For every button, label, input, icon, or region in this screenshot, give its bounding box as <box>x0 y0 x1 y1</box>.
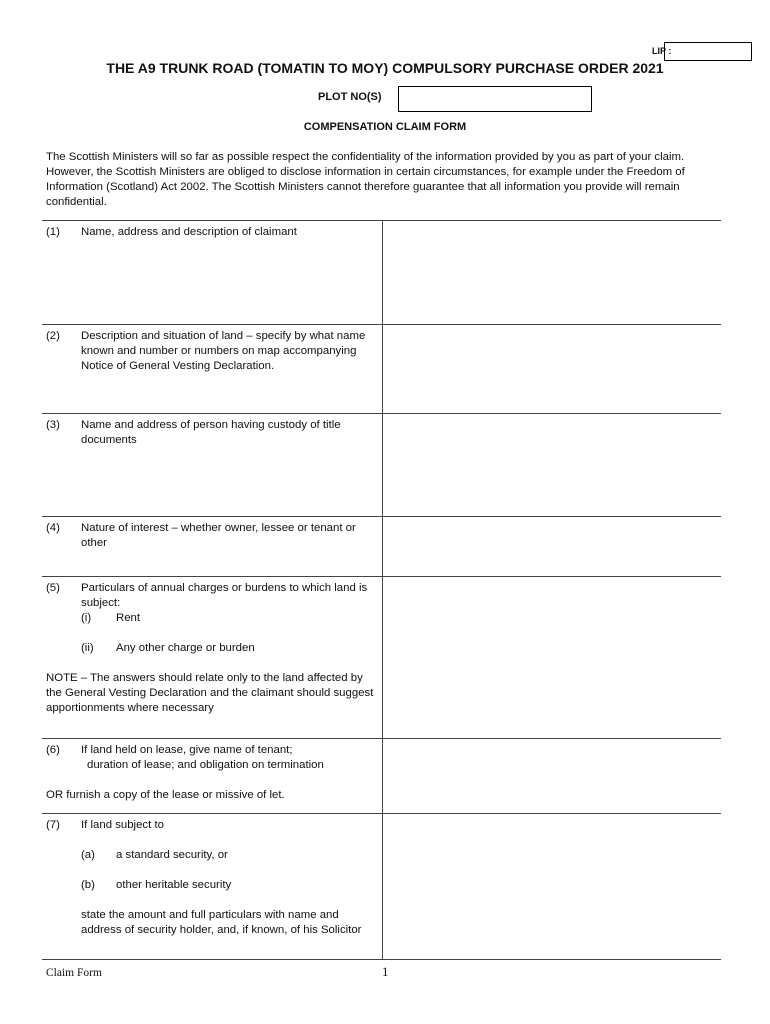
item-number: (6) <box>46 744 60 756</box>
answer-cell-6[interactable] <box>383 739 722 814</box>
sub-item-text: other heritable security <box>116 879 232 891</box>
item-question-continued: duration of lease; and obligation on termination <box>87 759 324 771</box>
footer-label: Claim Form <box>46 967 102 979</box>
table-row <box>42 517 721 577</box>
plot-number-input-box[interactable] <box>398 86 592 112</box>
question-cell <box>42 325 383 414</box>
item-question: Name and address of person having custody of title documents <box>81 419 341 446</box>
question-cell <box>42 814 383 960</box>
item-question: Nature of interest – whether owner, lessee or tenant or other <box>81 522 356 549</box>
item-question: Particulars of annual charges or burdens to which land is subject: <box>81 582 368 609</box>
or-text: OR furnish a copy of the lease or missive of let. <box>46 789 285 801</box>
item-question: If land held on lease, give name of tenant; <box>81 744 293 756</box>
answer-cell-1[interactable] <box>383 221 722 325</box>
answer-cell-4[interactable] <box>383 517 722 577</box>
form-title: THE A9 TRUNK ROAD (TOMATIN TO MOY) COMPULSORY PURCHASE ORDER 2021 <box>106 60 664 76</box>
page-number: 1 <box>382 964 389 979</box>
table-row <box>42 814 721 960</box>
question-cell <box>42 577 383 739</box>
item-question: Name, address and description of claimant <box>81 226 297 238</box>
item-number: (1) <box>46 226 60 238</box>
item-number: (7) <box>46 819 60 831</box>
sub-item-number: (a) <box>81 849 95 861</box>
answer-cell-7[interactable] <box>383 814 722 960</box>
sub-item-text: a standard security, or <box>116 849 228 861</box>
note-text: NOTE – The answers should relate only to the land affected by the General Vesting Declaration and the claimant should suggest apportionments where necessary <box>46 672 374 714</box>
question-cell <box>42 517 383 577</box>
table-row <box>42 325 721 414</box>
lip-label: LIP : <box>652 46 672 56</box>
item-number: (2) <box>46 330 60 342</box>
table-row <box>42 739 721 814</box>
question-cell <box>42 739 383 814</box>
sub-item-number: (b) <box>81 879 95 891</box>
item-number: (5) <box>46 582 60 594</box>
claim-table <box>42 220 721 960</box>
item-number: (3) <box>46 419 60 431</box>
lip-input-box[interactable] <box>664 42 752 61</box>
item-number: (4) <box>46 522 60 534</box>
sub-item-number: (i) <box>81 612 92 624</box>
answer-cell-3[interactable] <box>383 414 722 517</box>
answer-cell-5[interactable] <box>383 577 722 739</box>
table-row <box>42 221 721 325</box>
question-cell <box>42 414 383 517</box>
confidentiality-notice: The Scottish Ministers will so far as possible respect the confidentiality of the information provided by you as part of your claim. However, the Scottish Ministers are obliged to disclose information in certain circumstances, for example under the Freedom of Information (Scotland) Act 2002. The Scottish Ministers cannot therefore guarantee that all information you provide will remain confidential. <box>46 151 685 208</box>
answer-cell-2[interactable] <box>383 325 722 414</box>
sub-item-number: (ii) <box>81 642 94 654</box>
plot-number-label: PLOT NO(S) <box>318 91 382 103</box>
form-subtitle: COMPENSATION CLAIM FORM <box>303 121 467 133</box>
sub-item-text: Any other charge or burden <box>116 642 255 654</box>
item-question: If land subject to <box>81 819 164 831</box>
table-row <box>42 577 721 739</box>
item-question-tail: state the amount and full particulars with name and address of security holder, and, if known, of his Solicitor <box>81 909 362 936</box>
table-row <box>42 414 721 517</box>
item-question: Description and situation of land – specify by what name known and number or numbers on map accompanying Notice of General Vesting Declaration. <box>81 330 366 372</box>
sub-item-text: Rent <box>116 612 141 624</box>
question-cell <box>42 221 383 325</box>
